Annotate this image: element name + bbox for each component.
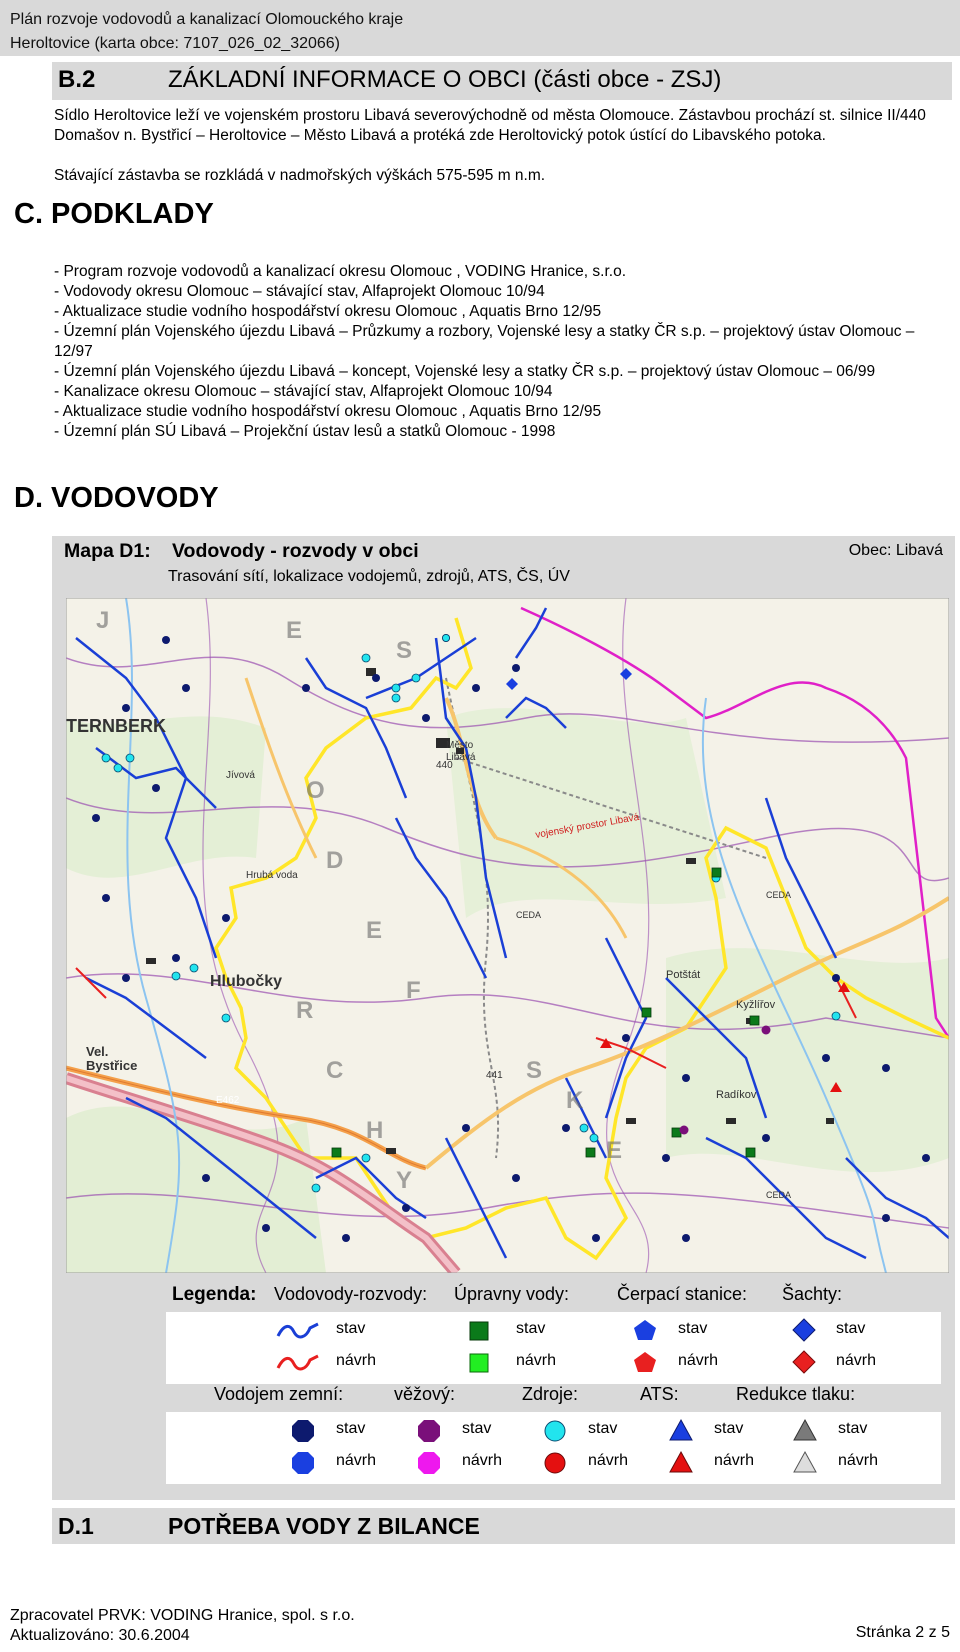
legend-header-shafts: Šachty: (782, 1284, 843, 1304)
legend-header-tower: věžový: (394, 1384, 456, 1404)
map-label: Mapa D1: (64, 540, 151, 562)
pump-proposed-icon (632, 1350, 658, 1374)
svg-text:Hlubočky: Hlubočky (210, 973, 283, 990)
svg-text:C: C (326, 1057, 344, 1084)
map-image (66, 598, 949, 1273)
legend-label: stav (516, 1320, 546, 1337)
legend-label: stav (336, 1420, 366, 1437)
water-network-map (66, 598, 949, 1273)
list-item: - Kanalizace okresu Olomouc – stávající stav, Alfaprojekt Olomouc 10/94 (54, 383, 553, 400)
intro-paragraph: Sídlo Heroltovice leží ve vojenském prostoru Libavá severovýchodně od města Olomouce. Zástavbou prochází st. silnice II/440 Domašov n. Bystřicí – Heroltovice – Město Libavá a protéká zde Heroltovický potok ústící do Libavského potoka. (54, 107, 926, 144)
treatment-existing-icon (468, 1320, 490, 1342)
legend-label: návrh (836, 1352, 877, 1369)
footer-author (10, 1606, 355, 1646)
legend-label: návrh (588, 1452, 629, 1469)
svg-text:D: D (326, 847, 344, 874)
pipe-proposed-icon (276, 1352, 320, 1372)
svg-text:Vel.: Vel. (86, 1044, 109, 1059)
svg-text:Kyžlířov: Kyžlířov (736, 999, 776, 1011)
legend-header-sources: Zdroje: (522, 1384, 579, 1404)
legend-label: návrh (336, 1352, 377, 1369)
tower-proposed-icon (416, 1450, 442, 1476)
legend-label: návrh (678, 1352, 719, 1369)
legend-label: stav (462, 1420, 492, 1437)
list-item: - Aktualizace studie vodního hospodářství okresu Olomouc , Aquatis Brno 12/95 (54, 403, 602, 420)
legend-box-row1 (166, 1312, 941, 1384)
treatment-proposed-icon (468, 1352, 490, 1374)
section-title: POTŘEBA VODY Z BILANCE (168, 1513, 480, 1539)
legend-label: návrh (838, 1452, 879, 1469)
legend-header-ground-reservoir: Vodojem zemní: (214, 1384, 344, 1404)
shaft-proposed-icon (791, 1350, 817, 1374)
shaft-existing-icon (791, 1318, 817, 1342)
legend-label: návrh (714, 1452, 755, 1469)
intro-altitude: Stávající zástavba se rozkládá v nadmořských výškách 575-595 m n.m. (54, 167, 546, 184)
svg-text:CEDA: CEDA (766, 890, 792, 900)
legend-header-treatment: Úpravny vody: (454, 1284, 570, 1304)
section-number: B.2 (58, 66, 96, 93)
svg-text:O: O (306, 777, 325, 804)
svg-text:J: J (96, 607, 110, 634)
svg-text:Y: Y (396, 1167, 413, 1194)
legend-label: návrh (336, 1452, 377, 1469)
svg-text:E462: E462 (216, 1095, 240, 1106)
svg-text:441: 441 (486, 1070, 503, 1081)
legend-label: stav (336, 1320, 366, 1337)
legend-box-row2 (166, 1412, 941, 1484)
pump-existing-icon (632, 1318, 658, 1342)
svg-text:Bystřice: Bystřice (86, 1058, 138, 1073)
legend-label: stav (678, 1320, 708, 1337)
list-item: - Územní plán Vojenského újezdu Libavá – koncept, Vojenské lesy a statky ČR s.p. – projektový ústav Olomouc – 06/99 (54, 363, 876, 380)
header-title: Plán rozvoje vodovodů a kanalizací Olomouckého kraje (10, 11, 404, 28)
legend-header-pressure-reduction: Redukce tlaku: (736, 1384, 856, 1404)
list-item: - Územní plán SÚ Libavá – Projekční ústav lesů a statků Olomouc - 1998 (54, 423, 556, 440)
page-number: Stránka 2 z 5 (855, 1624, 950, 1641)
legend-label: návrh (462, 1452, 503, 1469)
svg-text:F: F (406, 977, 421, 1004)
legend-label: stav (838, 1420, 868, 1437)
svg-text:440: 440 (436, 760, 453, 771)
svg-text:S: S (526, 1057, 543, 1084)
source-existing-icon (542, 1418, 568, 1444)
reservoir-existing-icon (290, 1418, 316, 1444)
legend-label: stav (714, 1420, 744, 1437)
section-number: D.1 (58, 1513, 94, 1539)
header-subtitle: Heroltovice (karta obce: 7107_026_02_32066) (10, 35, 341, 52)
footer-processor: Zpracovatel PRVK: VODING Hranice, spol. s r.o. (10, 1607, 355, 1624)
map-panel (52, 536, 955, 1500)
tower-existing-icon (416, 1418, 442, 1444)
section-d1-heading (52, 1508, 955, 1544)
reservoir-proposed-icon (290, 1450, 316, 1476)
svg-text:R: R (296, 997, 314, 1024)
section-title: ZÁKLADNÍ INFORMACE O OBCI (části obce - ZSJ) (168, 66, 722, 93)
svg-text:vojenský prostor Libavá: vojenský prostor Libavá (534, 811, 640, 841)
page-header (0, 0, 960, 56)
svg-text:H: H (366, 1117, 384, 1144)
svg-text:Radíkov: Radíkov (716, 1089, 757, 1101)
legend-label: stav (588, 1420, 618, 1437)
pressure-reduction-proposed-icon (792, 1450, 818, 1474)
map-municipality: Obec: Libavá (848, 542, 943, 559)
legend-header-pipes: Vodovody-rozvody: (274, 1284, 428, 1304)
svg-text:E: E (286, 617, 303, 644)
svg-text:S: S (396, 637, 413, 664)
svg-text:Město: Město (446, 740, 474, 751)
svg-text:Libavá: Libavá (446, 752, 476, 763)
ats-existing-icon (668, 1418, 694, 1442)
svg-text:CEDA: CEDA (516, 910, 542, 920)
legend-label: návrh (516, 1352, 557, 1369)
map-title: Vodovody - rozvody v obci (172, 540, 419, 562)
map-subtitle: Trasování sítí, lokalizace vodojemů, zdrojů, ATS, ČS, ÚV (168, 568, 570, 585)
svg-text:Hrubá voda: Hrubá voda (246, 870, 298, 881)
ats-proposed-icon (668, 1450, 694, 1474)
svg-text:Jívová: Jívová (226, 770, 255, 781)
list-item: - Vodovody okresu Olomouc – stávající stav, Alfaprojekt Olomouc 10/94 (54, 283, 545, 300)
reference-list (54, 262, 934, 442)
pressure-reduction-existing-icon (792, 1418, 818, 1442)
svg-text:CEDA: CEDA (766, 1190, 792, 1200)
legend-title: Legenda: (172, 1284, 257, 1305)
pipe-existing-icon (276, 1320, 320, 1340)
svg-text:E: E (606, 1137, 623, 1164)
source-proposed-icon (542, 1450, 568, 1476)
place-label: TERNBERK (66, 716, 167, 736)
list-item: - Územní plán Vojenského újezdu Libavá – Průzkumy a rozbory, Vojenské lesy a statky ČR s.p. – projektový ústav Olomouc – 12/97 (54, 323, 915, 360)
svg-text:Potštát: Potštát (666, 969, 701, 981)
legend-header-ats: ATS: (640, 1384, 679, 1404)
section-c-heading: C. PODKLADY (14, 198, 214, 230)
svg-text:E: E (366, 917, 383, 944)
footer-updated: Aktualizováno: 30.6.2004 (10, 1627, 190, 1644)
list-item: - Aktualizace studie vodního hospodářství okresu Olomouc , Aquatis Brno 12/95 (54, 303, 602, 320)
list-item: - Program rozvoje vodovodů a kanalizací okresu Olomouc , VODING Hranice, s.r.o. (54, 263, 627, 280)
legend-label: stav (836, 1320, 866, 1337)
section-b2-heading (52, 62, 952, 100)
svg-text:K: K (566, 1087, 584, 1114)
legend-header-pumps: Čerpací stanice: (617, 1284, 748, 1304)
section-d-heading: D. VODOVODY (14, 482, 219, 514)
